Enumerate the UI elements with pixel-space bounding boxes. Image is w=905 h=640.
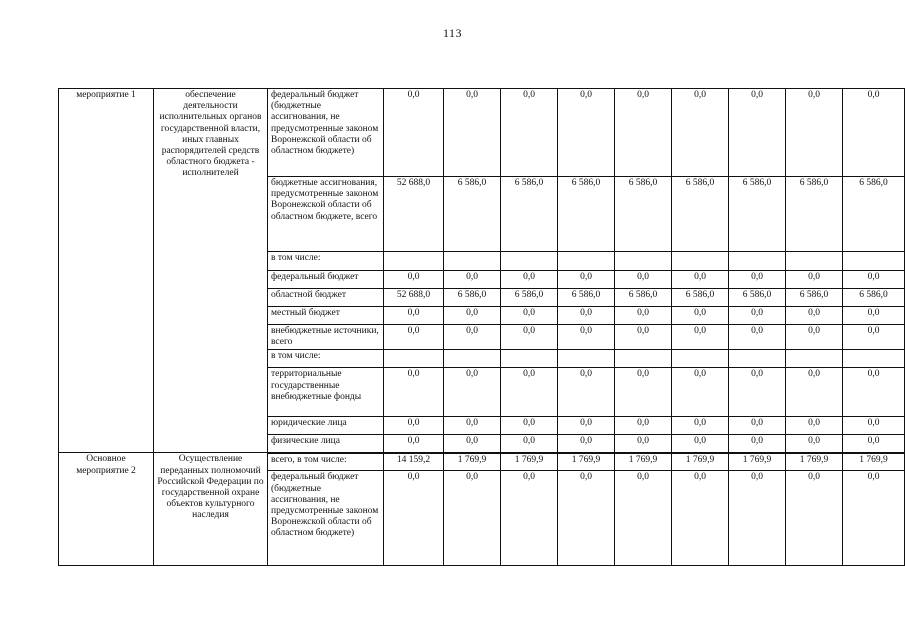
total-value-cell: 0,0 bbox=[384, 307, 444, 325]
year-value-cell: 0,0 bbox=[672, 271, 729, 289]
year-value-cell: 0,0 bbox=[615, 417, 672, 435]
year-value-cell: 6 586,0 bbox=[729, 177, 786, 252]
year-value-cell bbox=[843, 350, 905, 368]
budget-table bbox=[58, 88, 905, 566]
year-value-cell: 0,0 bbox=[501, 417, 558, 435]
total-value-cell bbox=[384, 350, 444, 368]
funding-source-cell: областной бюджет bbox=[268, 289, 384, 307]
year-value-cell: 0,0 bbox=[501, 307, 558, 325]
funding-source-cell: в том числе: bbox=[268, 350, 384, 368]
year-value-cell: 6 586,0 bbox=[672, 177, 729, 252]
year-value-cell: 0,0 bbox=[444, 307, 501, 325]
year-value-cell: 0,0 bbox=[615, 435, 672, 453]
year-value-cell bbox=[786, 350, 843, 368]
year-value-cell: 6 586,0 bbox=[615, 177, 672, 252]
total-value-cell bbox=[384, 252, 444, 271]
year-value-cell: 0,0 bbox=[444, 89, 501, 177]
year-value-cell: 0,0 bbox=[786, 325, 843, 350]
total-value-cell: 14 159,2 bbox=[384, 453, 444, 471]
year-value-cell: 0,0 bbox=[786, 89, 843, 177]
total-value-cell: 52 688,0 bbox=[384, 177, 444, 252]
year-value-cell: 6 586,0 bbox=[558, 289, 615, 307]
year-value-cell bbox=[615, 350, 672, 368]
event-description-cell: обеспечение деятельности исполнительных органов государственной власти, иных главных распорядителей средств областного бюджета - исполнителей bbox=[154, 89, 268, 453]
event-name-cell: Основное мероприятие 2 bbox=[59, 453, 154, 566]
year-value-cell bbox=[729, 252, 786, 271]
year-value-cell: 0,0 bbox=[729, 368, 786, 417]
year-value-cell: 0,0 bbox=[786, 368, 843, 417]
year-value-cell: 0,0 bbox=[615, 307, 672, 325]
year-value-cell: 0,0 bbox=[786, 435, 843, 453]
year-value-cell: 1 769,9 bbox=[615, 453, 672, 471]
page-number: 113 bbox=[442, 26, 463, 40]
year-value-cell: 0,0 bbox=[729, 307, 786, 325]
year-value-cell: 0,0 bbox=[615, 89, 672, 177]
year-value-cell: 0,0 bbox=[615, 271, 672, 289]
year-value-cell: 0,0 bbox=[672, 325, 729, 350]
year-value-cell: 0,0 bbox=[843, 89, 905, 177]
year-value-cell bbox=[786, 252, 843, 271]
year-value-cell: 0,0 bbox=[615, 325, 672, 350]
funding-source-cell: физические лица bbox=[268, 435, 384, 453]
year-value-cell: 6 586,0 bbox=[501, 177, 558, 252]
funding-source-cell: местный бюджет bbox=[268, 307, 384, 325]
year-value-cell: 6 586,0 bbox=[729, 289, 786, 307]
table-row bbox=[59, 453, 905, 471]
year-value-cell: 0,0 bbox=[729, 417, 786, 435]
year-value-cell bbox=[558, 350, 615, 368]
year-value-cell: 0,0 bbox=[843, 325, 905, 350]
year-value-cell bbox=[843, 252, 905, 271]
table-body bbox=[59, 89, 905, 566]
year-value-cell: 0,0 bbox=[558, 271, 615, 289]
year-value-cell bbox=[672, 252, 729, 271]
total-value-cell: 0,0 bbox=[384, 471, 444, 566]
table-row bbox=[59, 89, 905, 177]
year-value-cell bbox=[729, 350, 786, 368]
year-value-cell: 6 586,0 bbox=[843, 289, 905, 307]
year-value-cell: 0,0 bbox=[672, 471, 729, 566]
year-value-cell: 0,0 bbox=[843, 435, 905, 453]
year-value-cell: 6 586,0 bbox=[786, 177, 843, 252]
event-description-cell: Осуществление переданных полномочий Российской Федерации по государственной охране объектов культурного наследия bbox=[154, 453, 268, 566]
funding-source-cell: внебюджетные источники, всего bbox=[268, 325, 384, 350]
year-value-cell: 6 586,0 bbox=[444, 289, 501, 307]
year-value-cell: 0,0 bbox=[843, 307, 905, 325]
year-value-cell bbox=[501, 350, 558, 368]
year-value-cell: 0,0 bbox=[444, 435, 501, 453]
year-value-cell bbox=[558, 252, 615, 271]
year-value-cell: 0,0 bbox=[558, 89, 615, 177]
funding-source-cell: бюджетные ассигнования, предусмотренные законом Воронежской области об областном бюджете, всего bbox=[268, 177, 384, 252]
year-value-cell: 0,0 bbox=[843, 368, 905, 417]
year-value-cell: 0,0 bbox=[729, 325, 786, 350]
year-value-cell: 0,0 bbox=[558, 471, 615, 566]
year-value-cell: 6 586,0 bbox=[672, 289, 729, 307]
year-value-cell: 0,0 bbox=[786, 271, 843, 289]
funding-source-cell: территориальные государственные внебюджетные фонды bbox=[268, 368, 384, 417]
year-value-cell: 1 769,9 bbox=[672, 453, 729, 471]
year-value-cell: 1 769,9 bbox=[843, 453, 905, 471]
year-value-cell: 0,0 bbox=[558, 435, 615, 453]
funding-source-cell: федеральный бюджет bbox=[268, 271, 384, 289]
year-value-cell: 0,0 bbox=[615, 368, 672, 417]
year-value-cell: 0,0 bbox=[558, 307, 615, 325]
funding-source-cell: федеральный бюджет (бюджетные ассигнования, не предусмотренные законом Воронежской области об областном бюджете) bbox=[268, 89, 384, 177]
year-value-cell: 0,0 bbox=[501, 471, 558, 566]
funding-source-cell: всего, в том числе: bbox=[268, 453, 384, 471]
year-value-cell: 0,0 bbox=[444, 325, 501, 350]
total-value-cell: 0,0 bbox=[384, 325, 444, 350]
funding-source-cell: в том числе: bbox=[268, 252, 384, 271]
year-value-cell: 0,0 bbox=[444, 471, 501, 566]
year-value-cell: 0,0 bbox=[501, 325, 558, 350]
year-value-cell: 6 586,0 bbox=[615, 289, 672, 307]
event-name-cell: мероприятие 1 bbox=[59, 89, 154, 453]
year-value-cell: 6 586,0 bbox=[444, 177, 501, 252]
year-value-cell: 0,0 bbox=[444, 271, 501, 289]
year-value-cell: 0,0 bbox=[672, 435, 729, 453]
total-value-cell: 52 688,0 bbox=[384, 289, 444, 307]
year-value-cell: 0,0 bbox=[729, 271, 786, 289]
year-value-cell: 0,0 bbox=[444, 368, 501, 417]
funding-source-cell: федеральный бюджет (бюджетные ассигнования, не предусмотренные законом Воронежской области об областном бюджете) bbox=[268, 471, 384, 566]
total-value-cell: 0,0 bbox=[384, 435, 444, 453]
year-value-cell: 0,0 bbox=[501, 271, 558, 289]
year-value-cell: 6 586,0 bbox=[501, 289, 558, 307]
total-value-cell: 0,0 bbox=[384, 271, 444, 289]
year-value-cell: 0,0 bbox=[672, 417, 729, 435]
year-value-cell: 0,0 bbox=[729, 435, 786, 453]
year-value-cell: 1 769,9 bbox=[729, 453, 786, 471]
year-value-cell bbox=[615, 252, 672, 271]
total-value-cell: 0,0 bbox=[384, 89, 444, 177]
year-value-cell: 0,0 bbox=[615, 471, 672, 566]
year-value-cell: 0,0 bbox=[843, 471, 905, 566]
year-value-cell: 0,0 bbox=[729, 471, 786, 566]
year-value-cell: 1 769,9 bbox=[501, 453, 558, 471]
year-value-cell: 0,0 bbox=[501, 368, 558, 417]
year-value-cell: 0,0 bbox=[672, 307, 729, 325]
year-value-cell: 6 586,0 bbox=[558, 177, 615, 252]
year-value-cell bbox=[672, 350, 729, 368]
year-value-cell: 0,0 bbox=[843, 417, 905, 435]
year-value-cell bbox=[444, 252, 501, 271]
year-value-cell: 1 769,9 bbox=[444, 453, 501, 471]
year-value-cell: 0,0 bbox=[786, 307, 843, 325]
year-value-cell: 0,0 bbox=[558, 417, 615, 435]
year-value-cell: 0,0 bbox=[558, 368, 615, 417]
year-value-cell: 0,0 bbox=[501, 89, 558, 177]
year-value-cell: 1 769,9 bbox=[786, 453, 843, 471]
year-value-cell: 0,0 bbox=[786, 471, 843, 566]
year-value-cell: 6 586,0 bbox=[843, 177, 905, 252]
year-value-cell bbox=[501, 252, 558, 271]
total-value-cell: 0,0 bbox=[384, 368, 444, 417]
year-value-cell: 0,0 bbox=[672, 368, 729, 417]
funding-source-cell: юридические лица bbox=[268, 417, 384, 435]
total-value-cell: 0,0 bbox=[384, 417, 444, 435]
year-value-cell: 0,0 bbox=[558, 325, 615, 350]
year-value-cell bbox=[444, 350, 501, 368]
year-value-cell: 0,0 bbox=[729, 89, 786, 177]
year-value-cell: 0,0 bbox=[501, 435, 558, 453]
year-value-cell: 6 586,0 bbox=[786, 289, 843, 307]
year-value-cell: 0,0 bbox=[444, 417, 501, 435]
year-value-cell: 0,0 bbox=[672, 89, 729, 177]
year-value-cell: 0,0 bbox=[786, 417, 843, 435]
year-value-cell: 0,0 bbox=[843, 271, 905, 289]
year-value-cell: 1 769,9 bbox=[558, 453, 615, 471]
